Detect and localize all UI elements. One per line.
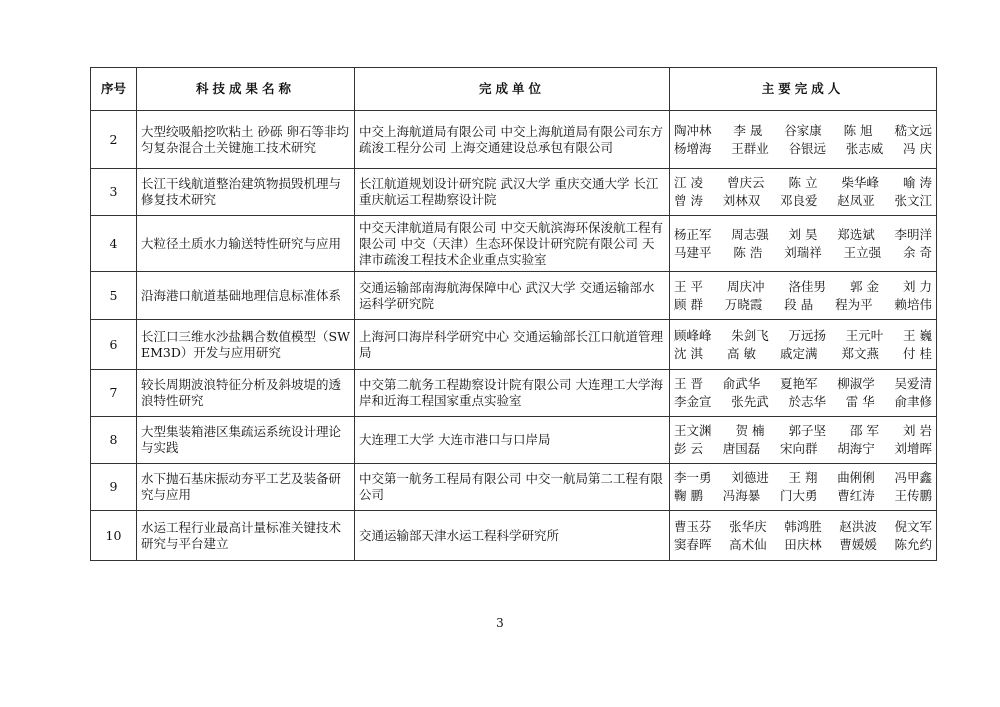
- contributor-name: 韩鸿胜: [784, 518, 822, 534]
- contributor-name: 郑选斌: [837, 226, 875, 242]
- contributor-name: 万远扬: [788, 327, 827, 343]
- contributor-name: 张志威: [845, 140, 884, 156]
- contributor-name: 郑文燕: [841, 345, 879, 361]
- table-row: [91, 169, 937, 216]
- contributor-name: 彭 云: [674, 441, 703, 456]
- completing-unit: 交通运输部天津水运工程科学研究所: [355, 511, 670, 561]
- row-number: 10: [91, 511, 137, 561]
- contributor-name: 刘林双: [722, 193, 761, 208]
- contributor-name: 夏艳军: [779, 376, 818, 391]
- achievement-name: 沿海港口航道基础地理信息标准体系: [137, 272, 355, 320]
- contributor-name: 刘 岩: [903, 423, 932, 438]
- contributor-name: 刘增晖: [894, 441, 932, 456]
- contributors-line: [674, 226, 932, 244]
- contributors-line: [674, 278, 932, 296]
- main-contributors: [670, 272, 937, 320]
- page-number: 3: [496, 616, 504, 630]
- contributor-name: 喻 涛: [903, 175, 932, 190]
- table-row: [91, 216, 937, 272]
- contributors-line: [674, 244, 932, 262]
- table-row: [91, 464, 937, 511]
- main-contributors: [670, 216, 937, 272]
- achievement-name: 水运工程行业最高计量标准关键技术研究与平台建立: [137, 511, 355, 561]
- contributors-line: [674, 440, 932, 458]
- contributor-name: 洛佳男: [788, 278, 827, 294]
- contributors-line: [674, 469, 932, 487]
- contributor-name: 嵇文远: [894, 122, 932, 138]
- contributor-name: 江 凌: [674, 175, 703, 190]
- contributor-name: 刘瑞祥: [784, 244, 822, 260]
- contributor-name: 段 晶: [784, 296, 814, 312]
- header-main-contributors: 主要完成人: [670, 68, 937, 111]
- table-row: [91, 320, 937, 370]
- contributor-name: 宋向群: [779, 441, 818, 456]
- contributor-name: 俞聿修: [894, 394, 932, 409]
- achievement-name: 较长周期波浪特征分析及斜坡堤的透浪特性研究: [137, 370, 355, 417]
- contributor-name: 张华庆: [729, 518, 767, 534]
- contributor-name: 张文江: [894, 193, 932, 208]
- contributor-name: 邵 军: [850, 423, 879, 438]
- contributors-line: [674, 296, 932, 314]
- header-row: [91, 68, 937, 111]
- contributor-name: 王 晋: [674, 376, 703, 391]
- contributor-name: 王 平: [674, 278, 703, 294]
- contributor-name: 贺 楠: [735, 423, 765, 438]
- contributors-line: [674, 345, 932, 363]
- contributor-name: 王 巍: [903, 327, 932, 343]
- contributor-name: 刘 昊: [788, 226, 818, 242]
- contributor-name: 冯 庆: [903, 140, 932, 156]
- contributor-name: 李明洋: [894, 226, 932, 242]
- contributors-line: [674, 140, 932, 158]
- contributor-name: 王文渊: [674, 423, 712, 438]
- main-contributors: [670, 370, 937, 417]
- table-row: [91, 272, 937, 320]
- contributors-line: [674, 518, 932, 536]
- contributor-name: 赖培伟: [894, 296, 932, 312]
- contributor-name: 於志华: [788, 394, 827, 409]
- contributor-name: 付 桂: [903, 345, 932, 361]
- contributor-name: 倪文军: [894, 518, 932, 534]
- contributor-name: 谷银远: [788, 140, 827, 156]
- contributors-line: [674, 174, 932, 192]
- contributor-name: 赵洪波: [839, 518, 877, 534]
- completing-unit: 中交上海航道局有限公司 中交上海航道局有限公司东方疏浚工程分公司 上海交通建设总承包有限公司: [355, 111, 670, 169]
- contributor-name: 陶冲林: [674, 122, 712, 138]
- contributor-name: 杨正军: [674, 226, 712, 242]
- contributors-line: [674, 122, 932, 140]
- header-completing-unit: 完成单位: [355, 68, 670, 111]
- contributors-line: [674, 327, 932, 345]
- main-contributors: [670, 417, 937, 464]
- achievement-name: 大型集装箱港区集疏运系统设计理论与实践: [137, 417, 355, 464]
- contributor-name: 柴华峰: [841, 175, 879, 190]
- contributor-name: 胡海宁: [837, 441, 875, 456]
- contributor-name: 沈 淇: [674, 345, 703, 361]
- main-contributors: [670, 320, 937, 370]
- achievement-name: 大粒径土质水力输送特性研究与应用: [137, 216, 355, 272]
- table-row: [91, 370, 937, 417]
- table-row: [91, 417, 937, 464]
- contributor-name: 雷 华: [845, 394, 875, 409]
- header-number: 序号: [91, 68, 137, 111]
- row-number: 4: [91, 216, 137, 272]
- contributor-name: 曾庆云: [726, 175, 765, 190]
- contributors-line: [674, 192, 932, 210]
- contributor-name: 高 敏: [726, 345, 756, 361]
- contributor-name: 田庆林: [784, 536, 822, 552]
- awards-table: [90, 67, 937, 561]
- contributor-name: 余 奇: [902, 244, 932, 260]
- contributor-name: 高术仙: [729, 536, 767, 552]
- contributor-name: 谷家康: [784, 122, 822, 138]
- main-contributors: [670, 111, 937, 169]
- row-number: 3: [91, 169, 137, 216]
- contributor-name: 顾 群: [674, 296, 703, 312]
- contributor-name: 门大勇: [779, 488, 818, 503]
- contributor-name: 李 晟: [733, 122, 763, 138]
- row-number: 2: [91, 111, 137, 169]
- contributor-name: 赵凤亚: [837, 193, 875, 208]
- header-achievement-name: 科技成果名称: [137, 68, 355, 111]
- contributors-line: [674, 422, 932, 440]
- contributor-name: 周庆冲: [726, 278, 765, 294]
- completing-unit: 长江航道规划设计研究院 武汉大学 重庆交通大学 长江重庆航运工程勘察设计院: [355, 169, 670, 216]
- completing-unit: 大连理工大学 大连市港口与口岸局: [355, 417, 670, 464]
- row-number: 7: [91, 370, 137, 417]
- completing-unit: 中交天津航道局有限公司 中交天航滨海环保浚航工程有限公司 中交（天津）生态环保设计研究院有限公司 天津市疏浚工程技术企业重点实验室: [355, 216, 670, 272]
- contributor-name: 李一勇: [674, 470, 712, 485]
- contributor-name: 邓良爱: [779, 193, 818, 208]
- contributor-name: 周志强: [731, 226, 769, 242]
- contributor-name: 曹媛媛: [839, 536, 877, 552]
- contributor-name: 程为平: [835, 296, 873, 312]
- contributor-name: 曹玉芬: [674, 518, 712, 534]
- completing-unit: 交通运输部南海航海保障中心 武汉大学 交通运输部水运科学研究院: [355, 272, 670, 320]
- main-contributors: [670, 464, 937, 511]
- contributor-name: 陈允约: [894, 536, 932, 552]
- main-contributors: [670, 169, 937, 216]
- contributors-line: [674, 375, 932, 393]
- contributor-name: 郭 金: [850, 278, 879, 294]
- achievement-name: 长江口三维水沙盐耦合数值模型（SWEM3D）开发与应用研究: [137, 320, 355, 370]
- table-body: [91, 111, 937, 561]
- contributor-name: 曲俐俐: [837, 470, 875, 485]
- contributor-name: 马建平: [674, 244, 712, 260]
- contributor-name: 吴爱清: [894, 376, 932, 391]
- contributor-name: 杨增海: [674, 140, 712, 156]
- contributor-name: 俞武华: [722, 376, 761, 391]
- achievement-name: 大型绞吸船挖吹粘土 砂砾 卵石等非均匀复杂混合土关键施工技术研究: [137, 111, 355, 169]
- contributor-name: 张先武: [731, 394, 769, 409]
- contributor-name: 王 翔: [788, 470, 818, 485]
- contributor-name: 陈 浩: [733, 244, 763, 260]
- contributor-name: 王元叶: [845, 327, 884, 343]
- achievement-name: 长江干线航道整治建筑物损毁机理与修复技术研究: [137, 169, 355, 216]
- table-row: [91, 511, 937, 561]
- contributor-name: 窦春晖: [674, 536, 712, 552]
- table-row: [91, 111, 937, 169]
- completing-unit: 中交第一航务工程局有限公司 中交一航局第二工程有限公司: [355, 464, 670, 511]
- contributor-name: 戚定满: [779, 345, 818, 361]
- contributor-name: 曹红涛: [837, 488, 875, 503]
- contributor-name: 李金宣: [674, 394, 712, 409]
- contributor-name: 唐国磊: [722, 441, 761, 456]
- achievement-name: 水下抛石基床振动夯平工艺及装备研究与应用: [137, 464, 355, 511]
- main-contributors: [670, 511, 937, 561]
- contributor-name: 王传鹏: [894, 488, 932, 503]
- completing-unit: 中交第二航务工程勘察设计院有限公司 大连理工大学海岸和近海工程国家重点实验室: [355, 370, 670, 417]
- contributor-name: 鞠 鹏: [674, 488, 703, 503]
- contributor-name: 郭子坚: [788, 423, 827, 438]
- row-number: 9: [91, 464, 137, 511]
- contributor-name: 陈 立: [788, 175, 818, 190]
- contributor-name: 陈 旭: [843, 122, 873, 138]
- contributor-name: 万晓霞: [724, 296, 763, 312]
- contributor-name: 王群业: [731, 140, 769, 156]
- contributor-name: 刘 力: [903, 278, 932, 294]
- contributor-name: 朱剑飞: [731, 327, 769, 343]
- contributor-name: 曾 涛: [674, 193, 703, 208]
- row-number: 5: [91, 272, 137, 320]
- contributor-name: 冯甲鑫: [894, 470, 932, 485]
- contributor-name: 王立强: [843, 244, 882, 260]
- contributors-line: [674, 487, 932, 505]
- row-number: 6: [91, 320, 137, 370]
- contributor-name: 顾峰峰: [674, 327, 712, 343]
- contributor-name: 刘德进: [731, 470, 769, 485]
- contributor-name: 柳淑学: [837, 376, 875, 391]
- contributors-line: [674, 393, 932, 411]
- contributors-line: [674, 536, 932, 554]
- contributor-name: 冯海暴: [722, 488, 761, 503]
- completing-unit: 上海河口海岸科学研究中心 交通运输部长江口航道管理局: [355, 320, 670, 370]
- row-number: 8: [91, 417, 137, 464]
